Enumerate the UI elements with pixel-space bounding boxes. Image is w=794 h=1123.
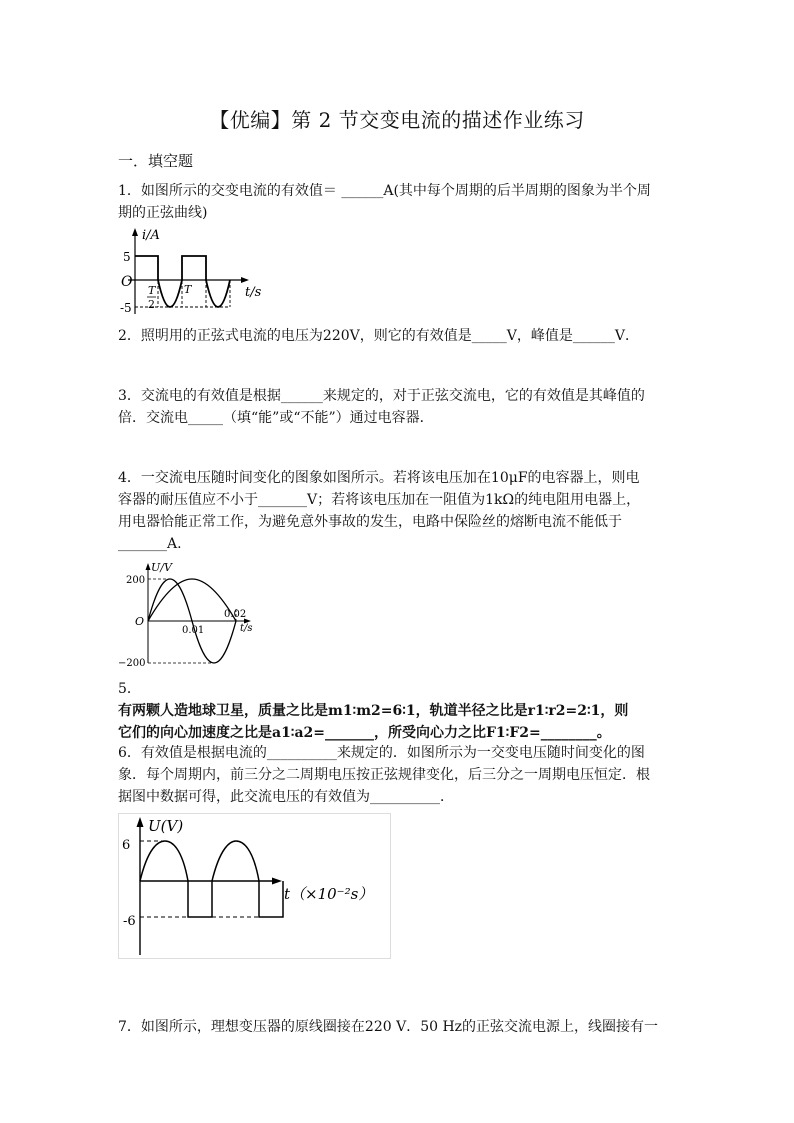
fig6-x-label: t（×10⁻²s）: [284, 885, 374, 903]
fig1-half-numerator: T: [148, 284, 156, 297]
figure-1-square-sine-wave: [118, 226, 268, 318]
section-heading: 一．填空题: [118, 152, 194, 170]
question-6-line-1: 6．有效值是根据电流的__________来规定的．如图所示为一交变电压随时间变化的图: [118, 745, 645, 761]
figure-6-voltage-wave: [118, 813, 393, 961]
fig4-y-arrow: [146, 563, 151, 570]
question-5-line-1: 有两颗人造地球卫星，质量之比是m1∶m2=6∶1，轨道半径之比是r1∶r2=2∶1，则: [118, 703, 629, 719]
question-7: [118, 1016, 683, 1038]
question-3-line-2: 倍．交流电_____（填“能”或“不能”）通过电容器．: [118, 410, 434, 426]
fig4-bottom-value: −200: [118, 658, 146, 669]
fig1-half-denominator: 2: [148, 298, 155, 311]
fig1-period-label: T: [184, 283, 192, 296]
question-2-line-1: 2．照明用的正弦式电流的电压为220V，则它的有效值是_____V，峰值是______V．: [118, 328, 639, 344]
question-6: [118, 742, 683, 808]
fig1-square-segments: [135, 256, 206, 280]
question-3-line-1: 3．交流电的有效值是根据______来规定的，对于正弦交流电，它的有效值是其峰值的: [118, 388, 645, 404]
question-4: [118, 467, 683, 555]
question-6-line-3: 据图中数据可得，此交流电压的有效值为__________．: [118, 789, 454, 805]
question-4-line-4: _______A.: [118, 536, 182, 552]
fig6-bottom-value: -6: [123, 914, 136, 929]
question-4-line-3: 用电器恰能正常工作，为避免意外事故的发生，电路中保险丝的熔断电流不能低于: [118, 514, 622, 530]
question-4-line-1: 4．一交流电压随时间变化的图象如图所示。若将该电压加在10μF的电容器上，则电: [118, 470, 640, 486]
fig4-top-value: 200: [126, 575, 146, 586]
fig4-t1-label: 0.01: [182, 625, 205, 636]
fig1-x-label: t/s: [245, 285, 262, 300]
question-5-line-2: 它们的向心加速度之比是a1∶a2=_______，所受向心力之比F1∶F2=________。: [118, 725, 611, 741]
question-5-number: 5．: [118, 681, 141, 697]
fig6-y-label: U(V): [148, 817, 184, 835]
question-6-line-2: 象．每个周期内，前三分之二周期电压按正弦规律变化，后三分之一周期电压恒定．根: [118, 767, 650, 783]
question-1-line-1: 1．如图所示的交变电流的有效值＝ ______A(其中每个周期的后半周期的图象为半个周: [118, 183, 651, 199]
fig1-y-arrow: [132, 228, 138, 236]
question-3: [118, 385, 683, 429]
fig1-t-arrow: [241, 277, 249, 283]
question-5: [118, 678, 683, 744]
fig4-origin-label: O: [135, 615, 145, 628]
page-title: 【优编】第 2 节交变电流的描述作业练习: [209, 108, 585, 132]
fig1-origin-label: O: [121, 274, 133, 290]
question-1: [118, 180, 683, 224]
fig4-x-label: t/s: [240, 623, 253, 634]
question-1-line-2: 期的正弦曲线): [118, 205, 208, 221]
fig4-t2-label: 0.02: [224, 609, 247, 620]
fig4-y-label: U/V: [151, 561, 172, 574]
question-4-line-2: 容器的耐压值应不小于_______V；若将该电压加在一阻值为1kΩ的纯电阻用电器上，: [118, 492, 641, 508]
fig1-bottom-value: -5: [120, 301, 132, 315]
question-7-line-1: 7．如图所示，理想变压器的原线圈接在220 V．50 Hz的正弦交流电源上，线圈接有一: [118, 1019, 659, 1035]
fig1-y-label: i/A: [142, 228, 160, 243]
fig1-half-sine-segments: [158, 280, 230, 307]
fig1-top-value: 5: [123, 250, 131, 264]
fig6-top-value: 6: [122, 838, 131, 853]
question-2: [118, 325, 683, 347]
figure-4-sine-voltage: [118, 559, 258, 669]
